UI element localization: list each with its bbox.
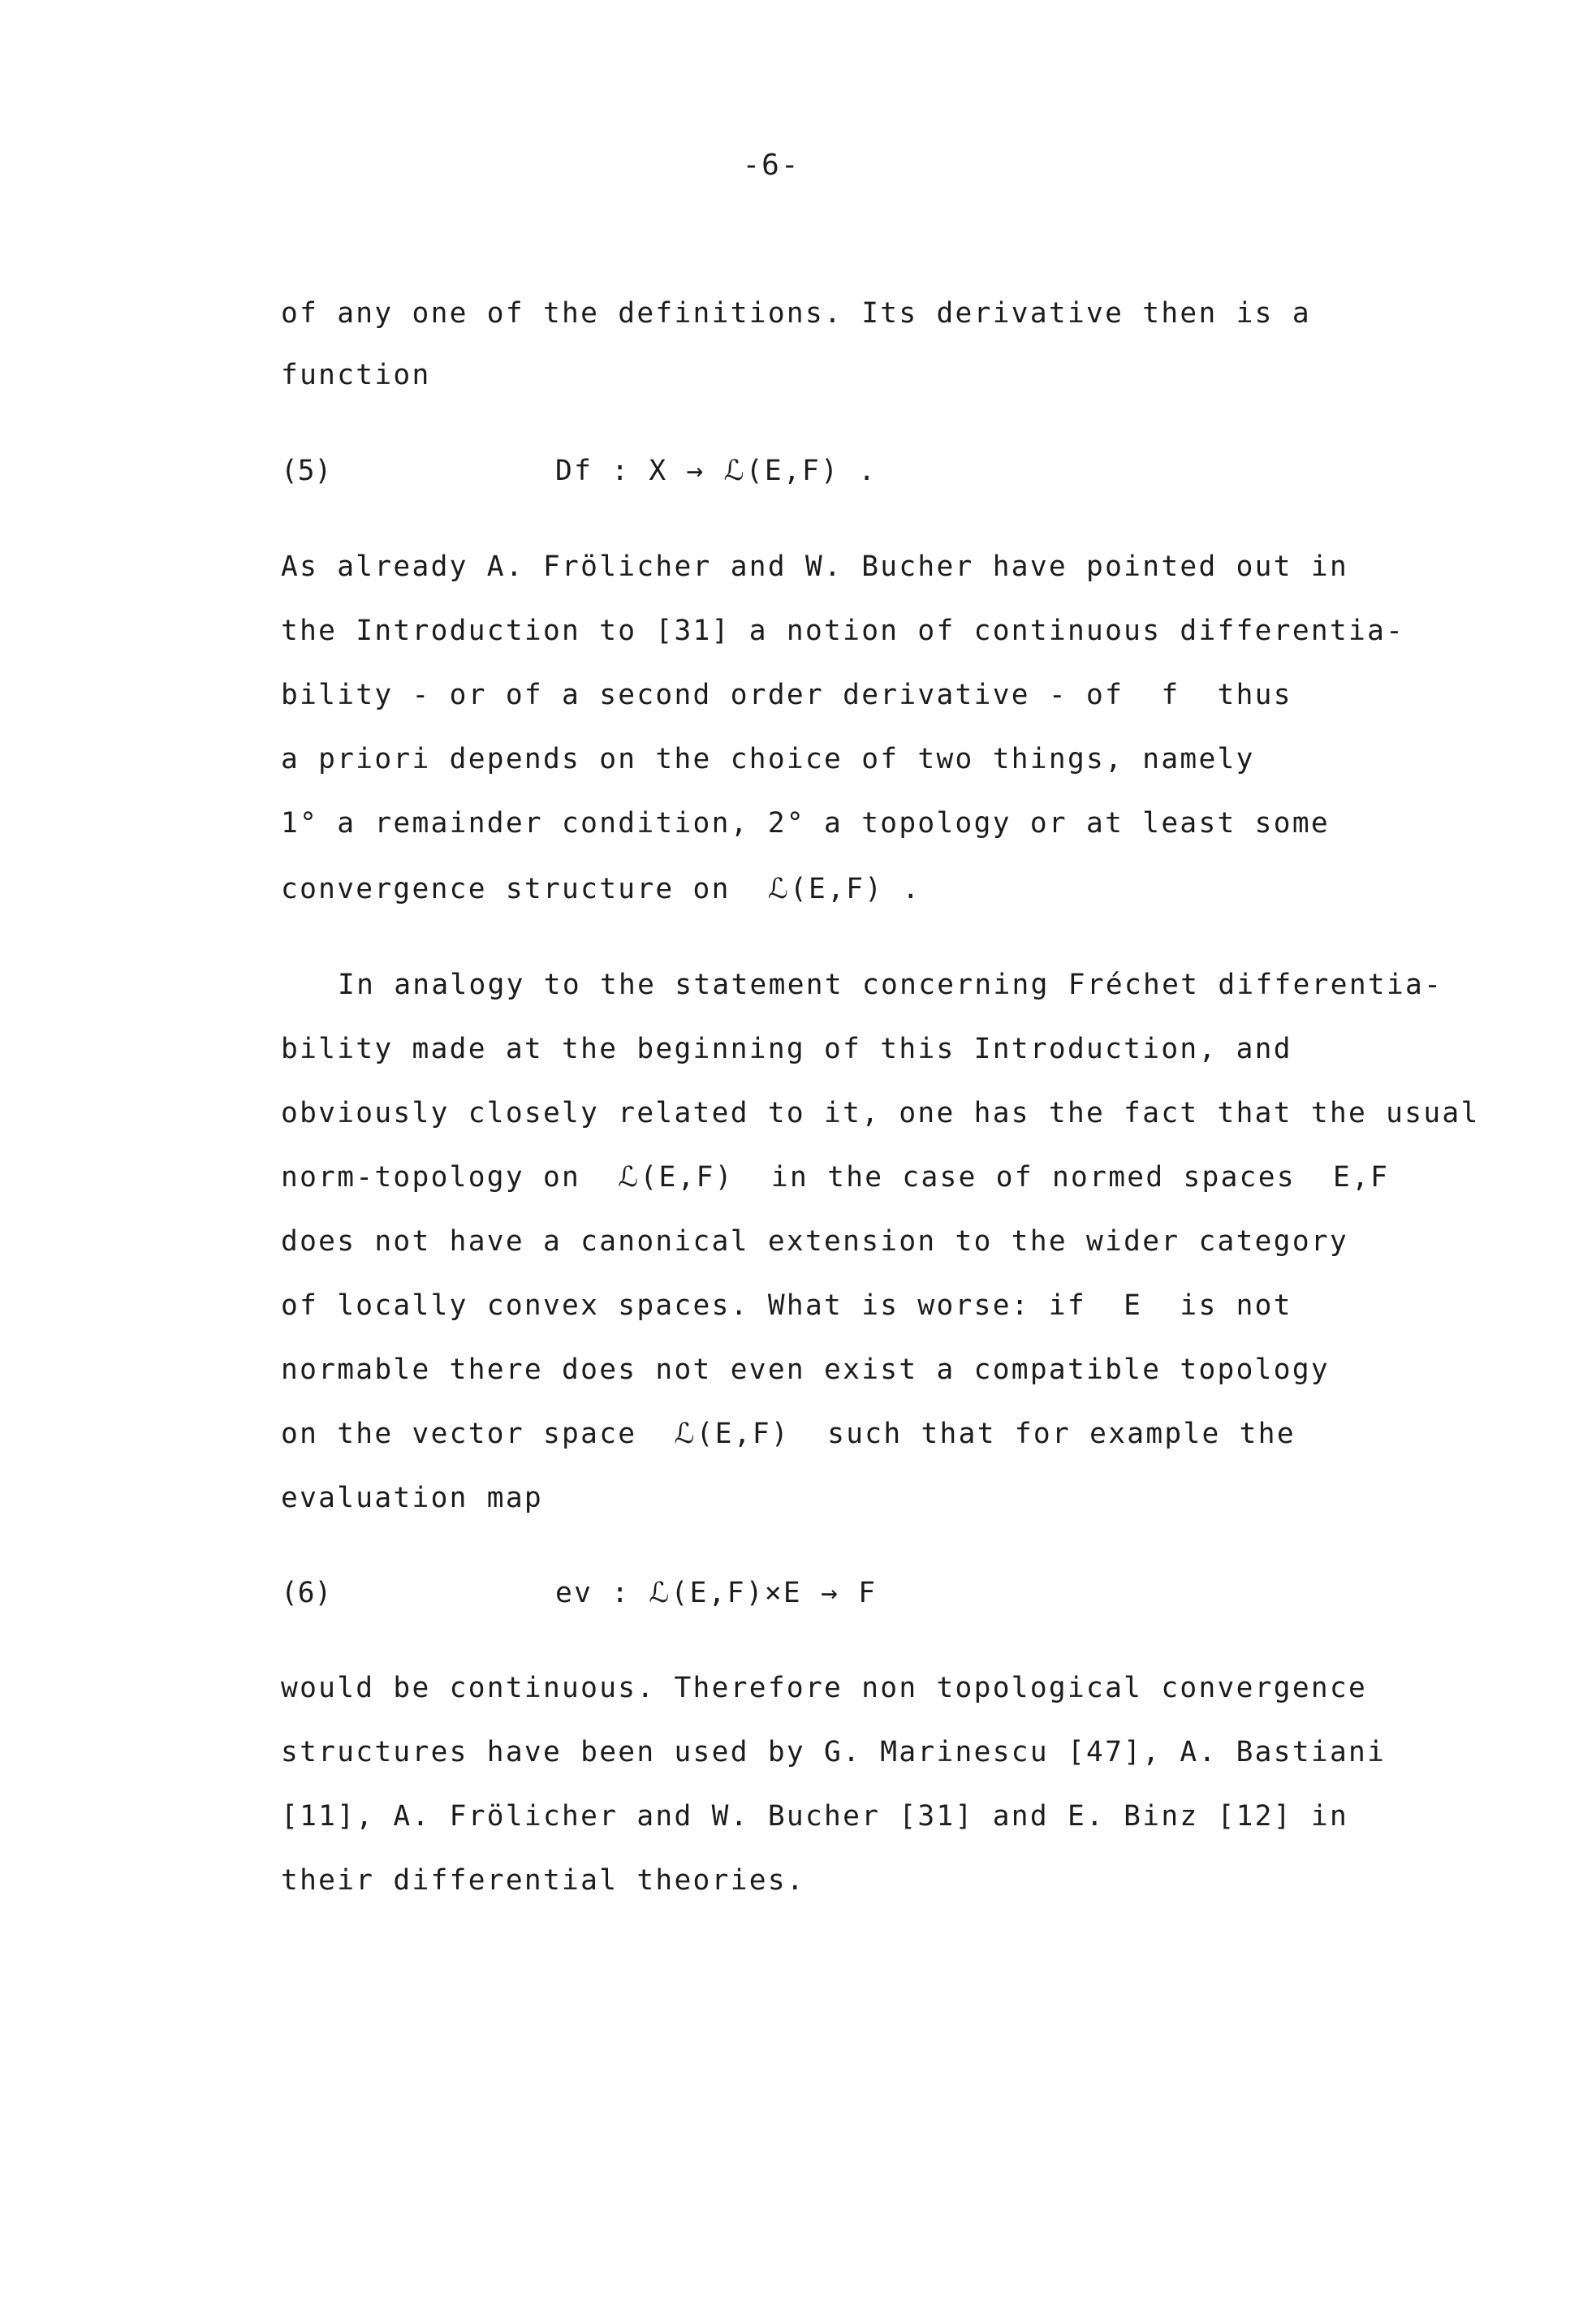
paragraph-4-line-1: would be continuous. Therefore non topological convergence: [281, 1672, 1368, 1704]
paragraph-3-line-7: normable there does not even exist a compatible topology: [281, 1354, 1330, 1386]
paragraph-3-line-4: norm-topology on ℒ(E,F) in the case of normed spaces E,F: [281, 1161, 1390, 1194]
equation-5-number: (5): [281, 455, 332, 487]
paragraph-2-line-2: the Introduction to [31] a notion of continuous differentia-: [281, 615, 1405, 647]
paragraph-2-line-5: 1° a remainder condition, 2° a topology or at least some: [281, 807, 1330, 840]
equation-5-body: Df : X → ℒ(E,F) .: [555, 455, 878, 487]
page-number: -6-: [742, 149, 800, 182]
equation-6-body: ev : ℒ(E,F)×E → F: [555, 1577, 878, 1609]
paragraph-2-line-6: convergence structure on ℒ(E,F) .: [281, 873, 921, 905]
paragraph-3-line-1: In analogy to the statement concerning Fréchet differentia-: [338, 969, 1443, 1001]
equation-6-number: (6): [281, 1577, 332, 1609]
paragraph-2-line-3: bility - or of a second order derivative - of f thus: [281, 679, 1292, 711]
paragraph-4-line-2: structures have been used by G. Marinescu [47], A. Bastiani: [281, 1736, 1387, 1768]
paragraph-3-line-8: on the vector space ℒ(E,F) such that for example the: [281, 1418, 1296, 1450]
paragraph-2-line-1: As already A. Frölicher and W. Bucher have pointed out in: [281, 551, 1349, 583]
paragraph-2-line-4: a priori depends on the choice of two things, namely: [281, 743, 1255, 775]
paragraph-1-line-1: of any one of the definitions. Its derivative then is a: [281, 297, 1311, 330]
paragraph-3-line-9: evaluation map: [281, 1482, 543, 1514]
paragraph-4-line-4: their differential theories.: [281, 1864, 805, 1897]
paragraph-3-line-3: obviously closely related to it, one has the fact that the usual: [281, 1097, 1480, 1129]
paragraph-4-line-3: [11], A. Frölicher and W. Bucher [31] and E. Binz [12] in: [281, 1800, 1349, 1833]
paragraph-3-line-6: of locally convex spaces. What is worse: if E is not: [281, 1289, 1292, 1322]
paragraph-3-line-5: does not have a canonical extension to the wider category: [281, 1225, 1349, 1258]
paragraph-1-line-2: function: [281, 359, 431, 391]
paragraph-3-line-2: bility made at the beginning of this Introduction, and: [281, 1033, 1292, 1065]
